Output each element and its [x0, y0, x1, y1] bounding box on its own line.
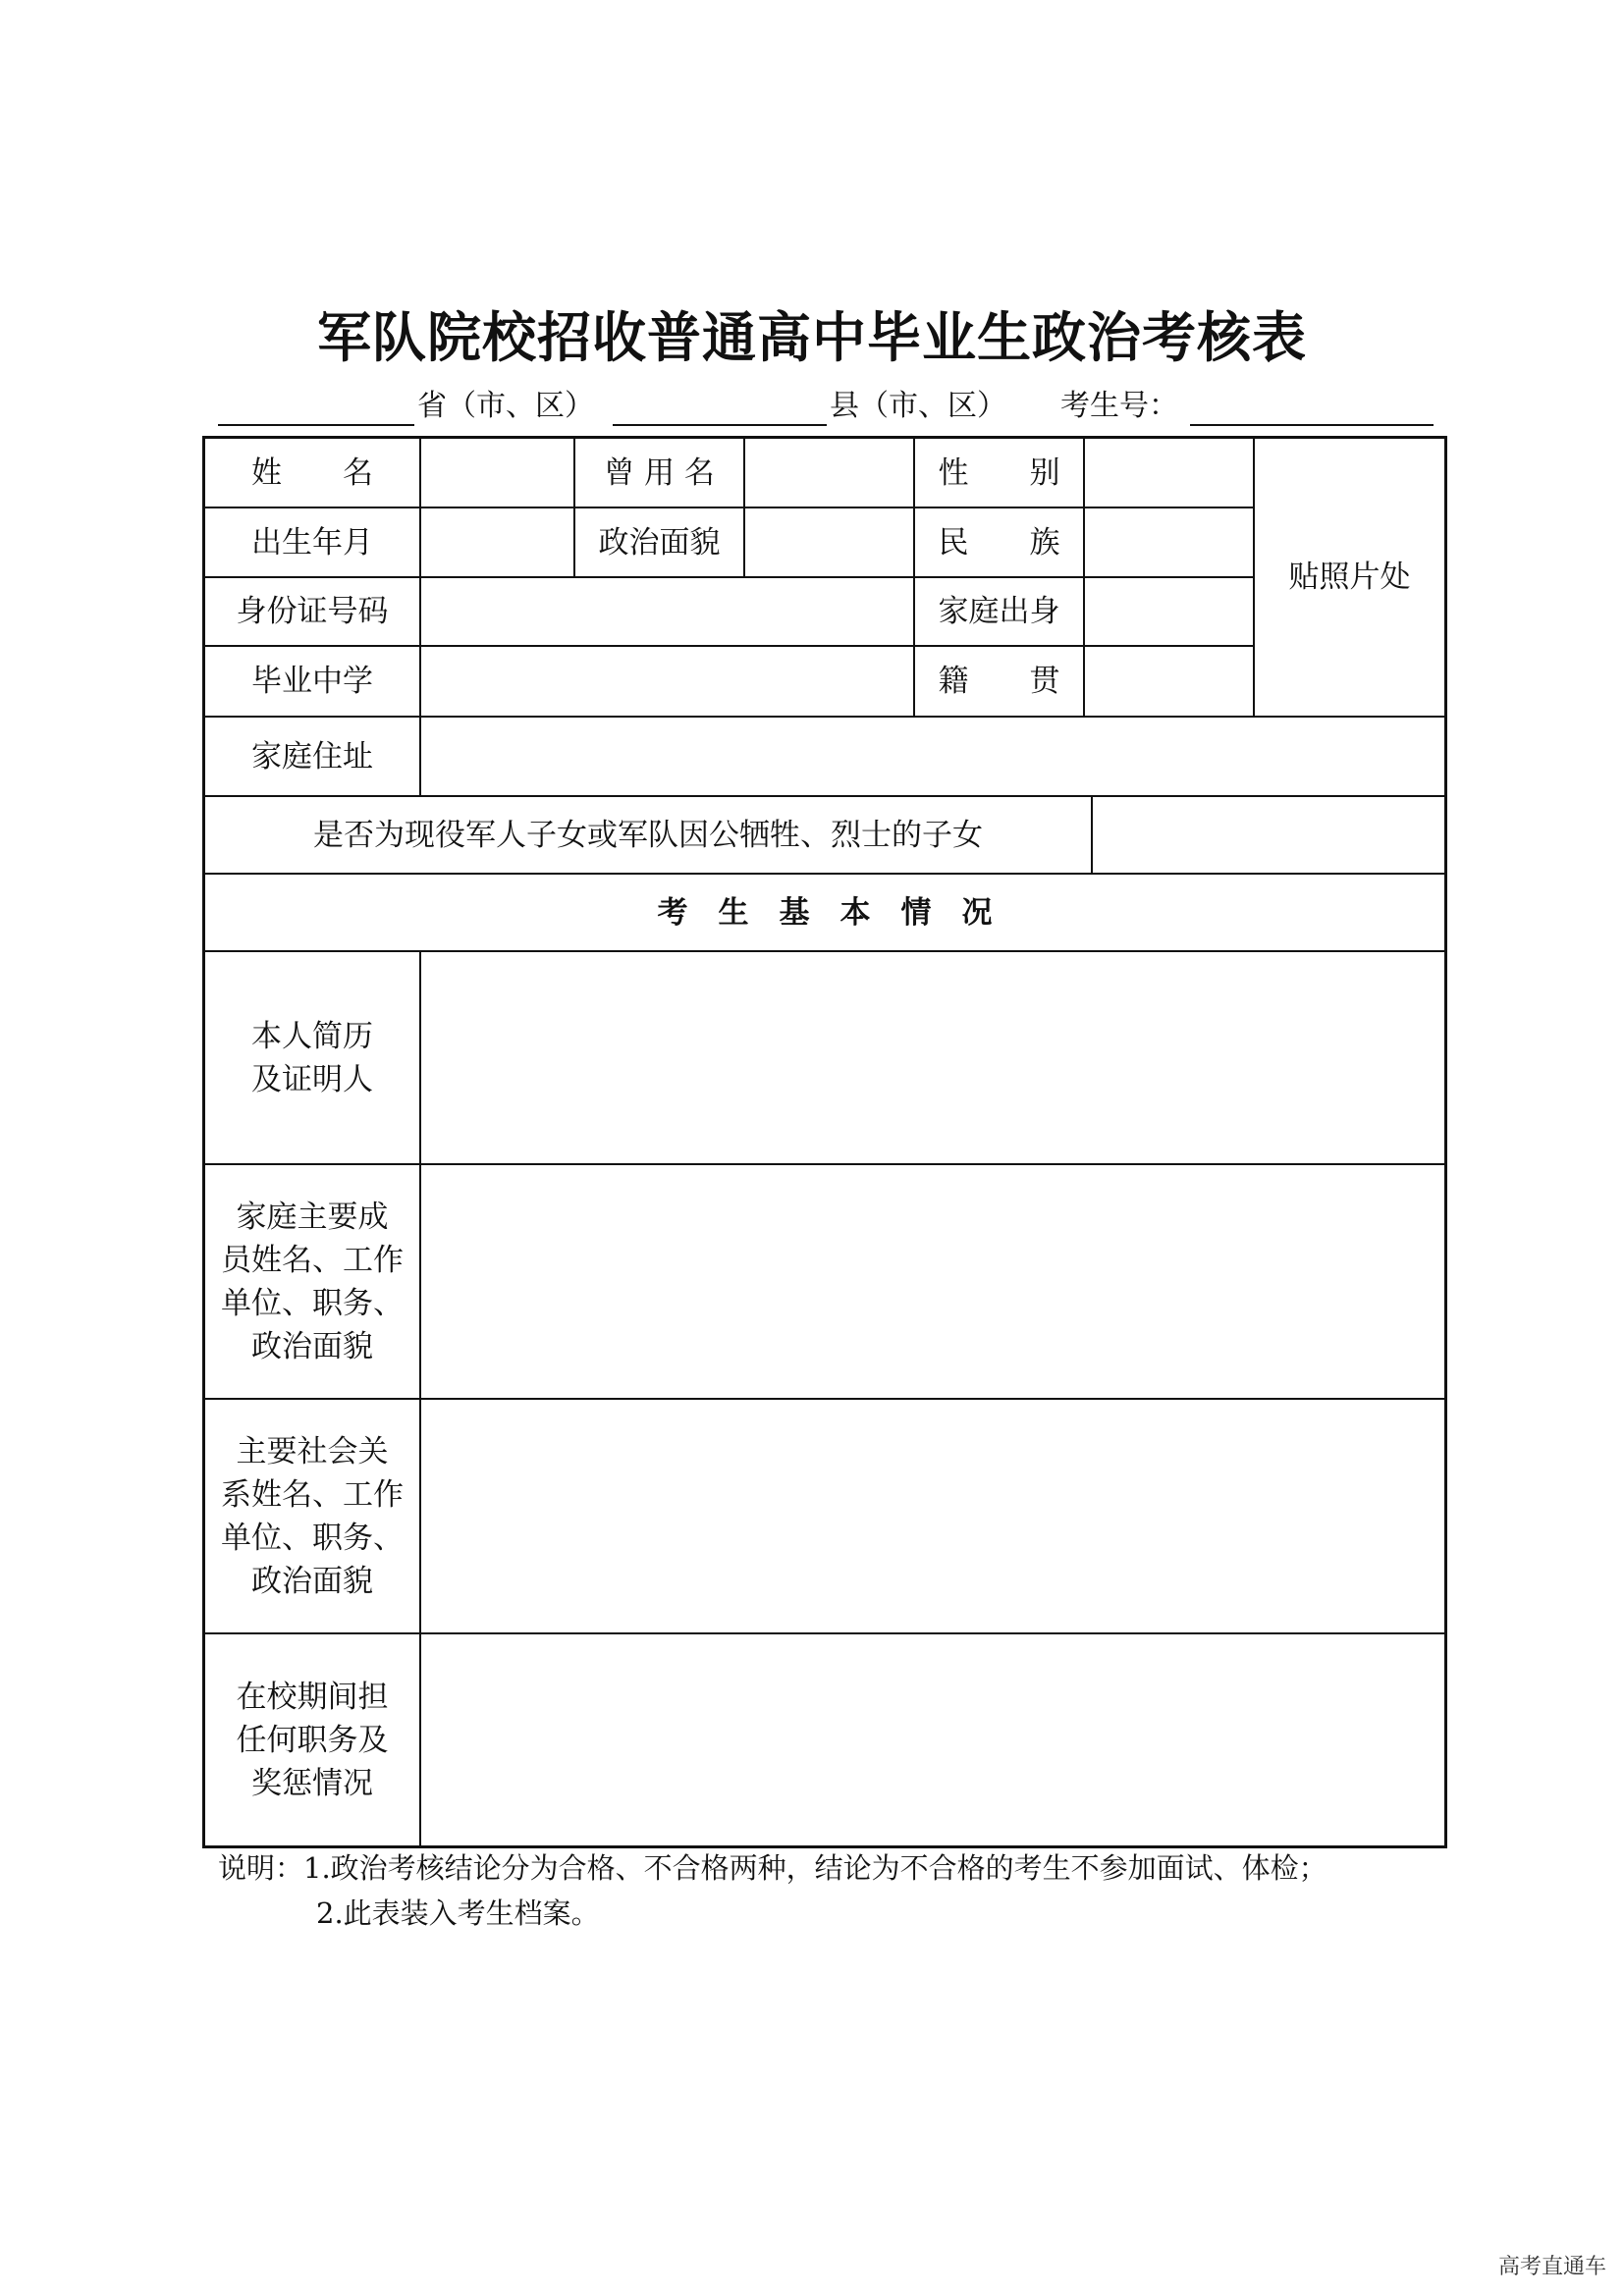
watermark-text: 高考直通车	[1497, 2255, 1606, 2279]
ethnicity-field[interactable]	[1085, 508, 1253, 576]
native-place-field[interactable]	[1085, 647, 1253, 716]
form-title: 军队院校招收普通高中毕业生政治考核表	[316, 306, 1307, 369]
birth-field[interactable]	[421, 508, 573, 576]
name-field[interactable]	[421, 439, 573, 507]
graduated-school-label: 毕业中学	[251, 664, 373, 699]
section-title: 考 生 基 本 情 况	[657, 894, 993, 931]
resume-field[interactable]	[421, 952, 1444, 1163]
social-relations-label: 主要社会关 系姓名、工作 单位、职务、 政治面貌	[221, 1433, 404, 1599]
birth-label: 出生年月	[251, 524, 373, 561]
family-members-label: 家庭主要成 员姓名、工作 单位、职务、 政治面貌	[221, 1199, 404, 1364]
native-place-label: 籍 贯	[938, 664, 1060, 699]
former-name-label: 曾 用 名	[604, 454, 715, 491]
county-label: 县（市、区）	[830, 389, 1006, 423]
school-duties-field[interactable]	[421, 1634, 1444, 1845]
note-line-2: 2.此表装入考生档案。	[316, 1896, 600, 1930]
home-address-label: 家庭住址	[251, 738, 373, 774]
family-origin-field[interactable]	[1085, 578, 1253, 645]
province-label: 省（市、区）	[417, 389, 594, 423]
school-duties-label: 在校期间担 任何职务及 奖惩情况	[236, 1679, 389, 1801]
ethnicity-label: 民 族	[938, 524, 1060, 561]
home-address-field[interactable]	[421, 718, 1444, 795]
table-border-right	[1444, 436, 1447, 1848]
military-child-field[interactable]	[1093, 797, 1444, 873]
gender-label: 性 别	[938, 454, 1060, 491]
graduated-school-field[interactable]	[421, 647, 913, 716]
photo-area[interactable]: 贴照片处	[1288, 560, 1411, 595]
note-line-1: 说明：1.政治考核结论分为合格、不合格两种，结论为不合格的考生不参加面试、体检；	[218, 1851, 1327, 1885]
family-members-field[interactable]	[421, 1165, 1444, 1398]
former-name-field[interactable]	[745, 439, 913, 507]
id-number-field[interactable]	[421, 578, 913, 645]
exam-no-label: 考生号：	[1060, 389, 1178, 423]
id-number-label: 身份证号码	[236, 594, 389, 629]
political-status-field[interactable]	[745, 508, 913, 576]
name-label: 姓 名	[251, 454, 373, 491]
family-origin-label: 家庭出身	[938, 594, 1060, 629]
military-child-label: 是否为现役军人子女或军队因公牺牲、烈士的子女	[313, 817, 983, 853]
political-status-label: 政治面貌	[598, 524, 721, 561]
social-relations-field[interactable]	[421, 1400, 1444, 1632]
gender-field[interactable]	[1085, 439, 1253, 507]
resume-label: 本人简历 及证明人	[251, 1018, 373, 1097]
